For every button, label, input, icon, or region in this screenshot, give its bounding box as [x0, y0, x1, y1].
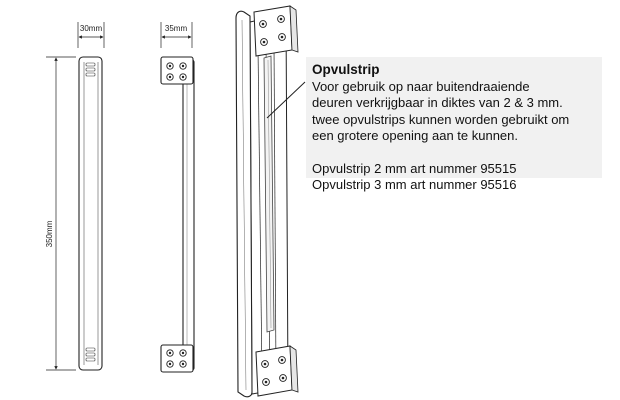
callout-title: Opvulstrip	[312, 62, 380, 77]
callout-text	[312, 62, 612, 194]
width-label-side: 35mm	[164, 24, 188, 33]
callout-description-line: een grotere opening aan te kunnen.	[312, 128, 519, 143]
callout-description-line: twee opvulstrips kunnen worden gebruikt om	[312, 111, 570, 127]
front-top-holes	[86, 63, 95, 76]
perspective-top-bracket	[254, 6, 298, 56]
perspective-front-profile	[236, 11, 252, 397]
perspective-bottom-bracket	[256, 346, 298, 396]
front-bottom-holes	[86, 348, 95, 361]
width-label-front: 30mm	[79, 24, 103, 33]
callout-description-line: Voor gebruik op naar buitendraaiende	[312, 78, 530, 94]
height-dimension	[46, 57, 76, 370]
callout-description-line: deuren verkrijgbaar in diktes van 2 & 3 mm.	[312, 95, 563, 110]
side-view	[161, 22, 194, 372]
perspective-view	[236, 6, 298, 397]
front-view	[45, 22, 104, 370]
article-number-line: Opvulstrip 3 mm art nummer 95516	[312, 177, 517, 192]
height-label: 350mm	[45, 220, 54, 248]
article-number-line: Opvulstrip 2 mm art nummer 95515	[312, 160, 517, 176]
side-profile-bar	[183, 60, 194, 370]
front-profile	[79, 57, 102, 370]
side-bottom-bracket	[161, 345, 193, 372]
side-top-bracket	[161, 57, 193, 84]
